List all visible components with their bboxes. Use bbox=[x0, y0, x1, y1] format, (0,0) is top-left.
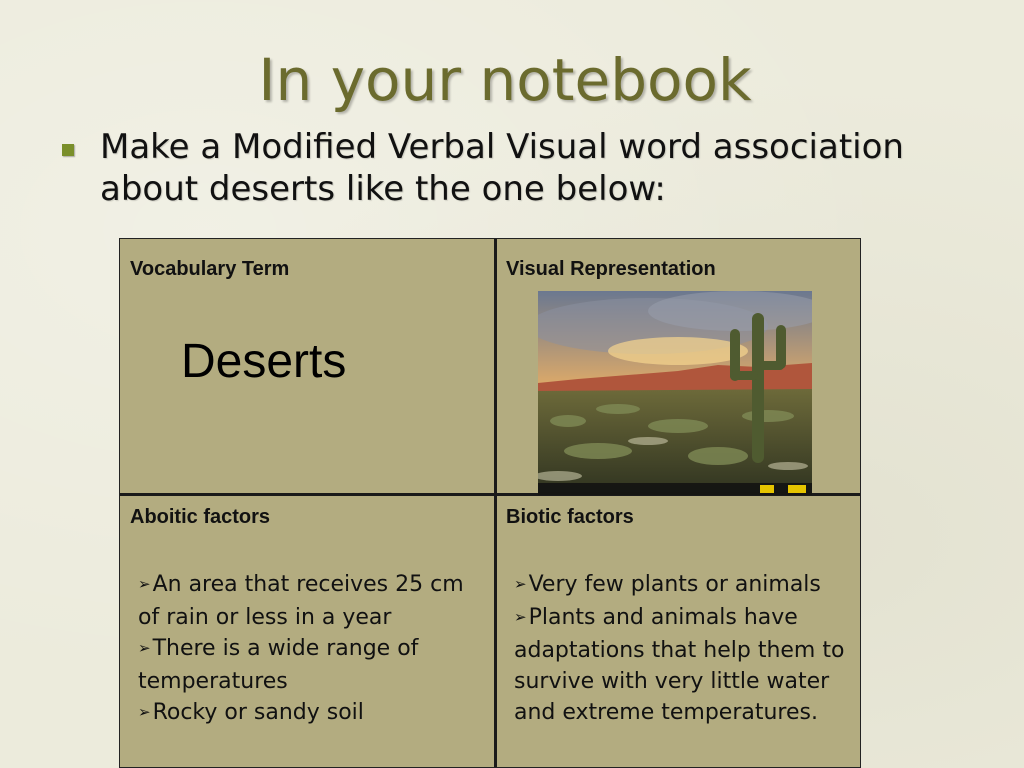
bullet-text: Make a Modified Verbal Visual word association about deserts like the one below: bbox=[100, 127, 904, 209]
abiotic-factors-header: Aboitic factors bbox=[130, 506, 271, 528]
vocab-term-header: Vocabulary Term bbox=[130, 258, 290, 280]
abiotic-factors-list bbox=[138, 569, 483, 730]
list-item: ➢ An area that receives 25 cm of rain or less in a year bbox=[138, 569, 483, 633]
list-item: ➢ Very few plants or animals bbox=[514, 569, 859, 602]
desert-cactus-photo bbox=[538, 291, 812, 495]
list-item: ➢ Plants and animals have adaptations that help them to survive with very little water and extreme temperatures. bbox=[514, 602, 859, 728]
visual-representation-header: Visual Representation bbox=[506, 258, 716, 280]
biotic-factors-list bbox=[514, 569, 859, 728]
word-association-table bbox=[119, 238, 861, 768]
biotic-factors-header: Biotic factors bbox=[506, 506, 634, 528]
vocab-term: Deserts bbox=[181, 335, 347, 388]
table-vertical-divider bbox=[494, 239, 497, 767]
list-item: ➢ Rocky or sandy soil bbox=[138, 697, 483, 730]
square-bullet-icon bbox=[62, 144, 74, 156]
slide-title: In your notebook bbox=[258, 46, 752, 114]
list-item: ➢ There is a wide range of temperatures bbox=[138, 633, 483, 697]
